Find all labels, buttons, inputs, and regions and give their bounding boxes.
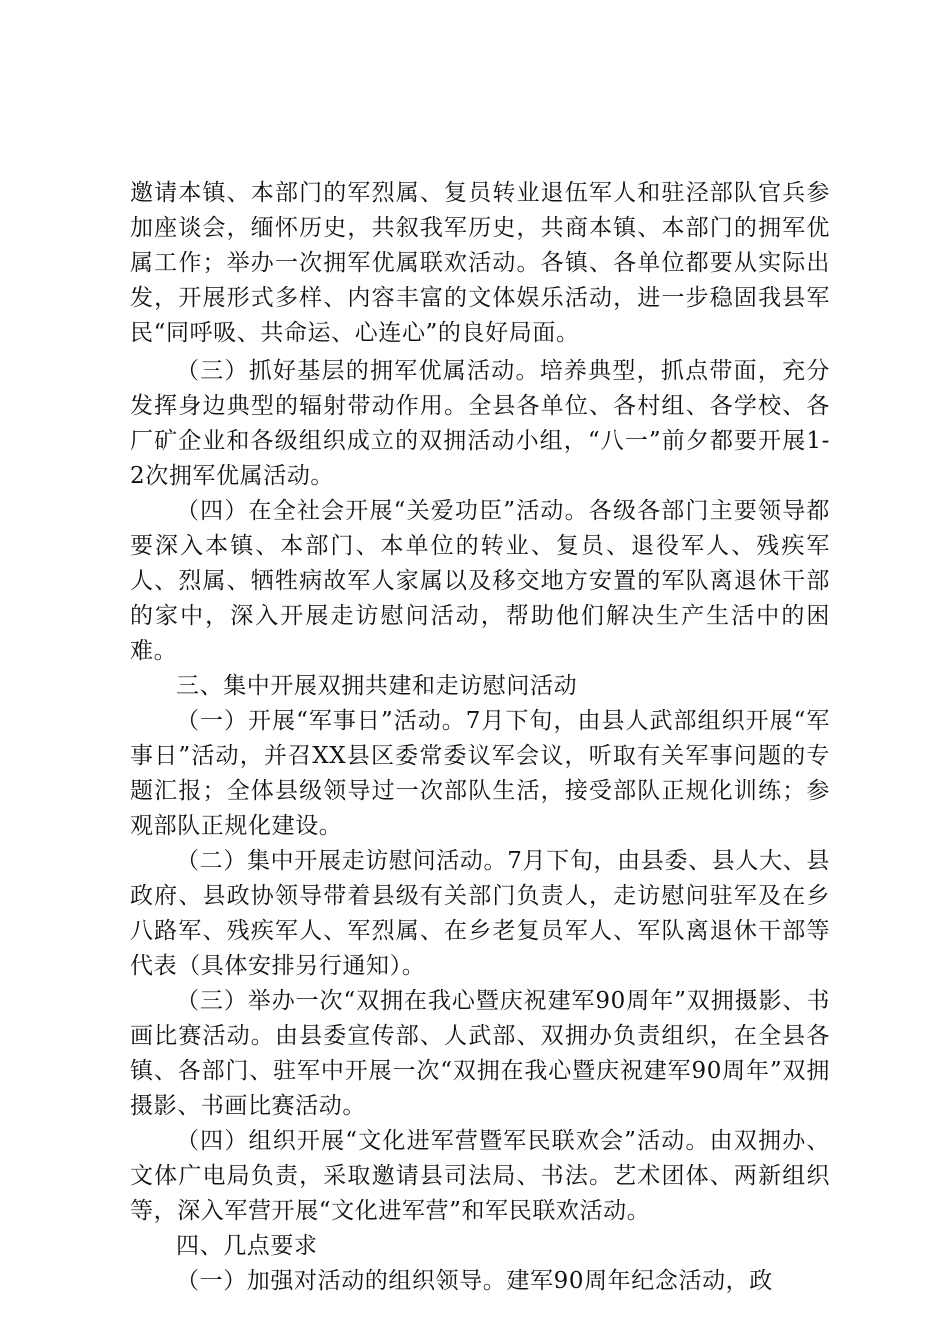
section-heading-four: 四、几点要求	[176, 1233, 318, 1259]
paragraph-care-heroes: （四）在全社会开展“关爱功臣”活动。各级各部门主要领导都要深入本镇、本部门、本单位的转业、复员、退役军人、残疾军人、烈属、牺牲病故军人家属以及移交地方安置的军队离退休干部的家中，深入开展走访慰问活动，帮助他们解决生产生活中的困难。	[130, 498, 830, 664]
paragraph-leadership: （一）加强对活动的组织领导。建军90周年纪念活动，政	[176, 1268, 773, 1294]
paragraph-visits: （二）集中开展走访慰问活动。7月下旬，由县委、县人大、县政府、县政协领导带着县级有关部门负责人，走访慰问驻军及在乡八路军、残疾军人、军烈属、在乡老复员军人、军队离退休干部等代表（具体安排另行通知）。	[130, 848, 830, 979]
text-block-main	[130, 354, 830, 1299]
paragraph-culture-camp: （四）组织开展“文化进军营暨军民联欢会”活动。由双拥办、文体广电局负责，采取邀请县司法局、书法。艺术团体、两新组织等，深入军营开展“文化进军营”和军民联欢活动。	[130, 1128, 830, 1224]
text-block-top	[130, 176, 830, 351]
section-heading-three: 三、集中开展双拥共建和走访慰问活动	[176, 673, 578, 699]
paragraph-photo-contest: （三）举办一次“双拥在我心暨庆祝建军90周年”双拥摄影、书画比赛活动。由县委宣传部、人武部、双拥办负责组织，在全县各镇、各部门、驻军中开展一次“双拥在我心暨庆祝建军90周年”双拥摄影、书画比赛活动。	[130, 988, 830, 1119]
paragraph-grassroots-activities: （三）抓好基层的拥军优属活动。培养典型，抓点带面，充分发挥身边典型的辐射带动作用。全县各单位、各村组、各学校、各厂矿企业和各级组织成立的双拥活动小组，“八一”前夕都要开展1-2次拥军优属活动。	[130, 358, 830, 489]
paragraph-invitation: 邀请本镇、本部门的军烈属、复员转业退伍军人和驻泾部队官兵参加座谈会，缅怀历史，共叙我军历史，共商本镇、本部门的拥军优属工作；举办一次拥军优属联欢活动。各镇、各单位都要从实际出发，开展形式多样、内容丰富的文体娱乐活动，进一步稳固我县军民“同呼吸、共命运、心连心”的良好局面。	[130, 180, 830, 346]
paragraph-military-day: （一）开展“军事日”活动。7月下旬，由县人武部组织开展“军事日”活动，并召XX县区委常委议军会议，听取有关军事问题的专题汇报；全体县级领导过一次部队生活，接受部队正规化训练；参观部队正规化建设。	[130, 708, 830, 839]
